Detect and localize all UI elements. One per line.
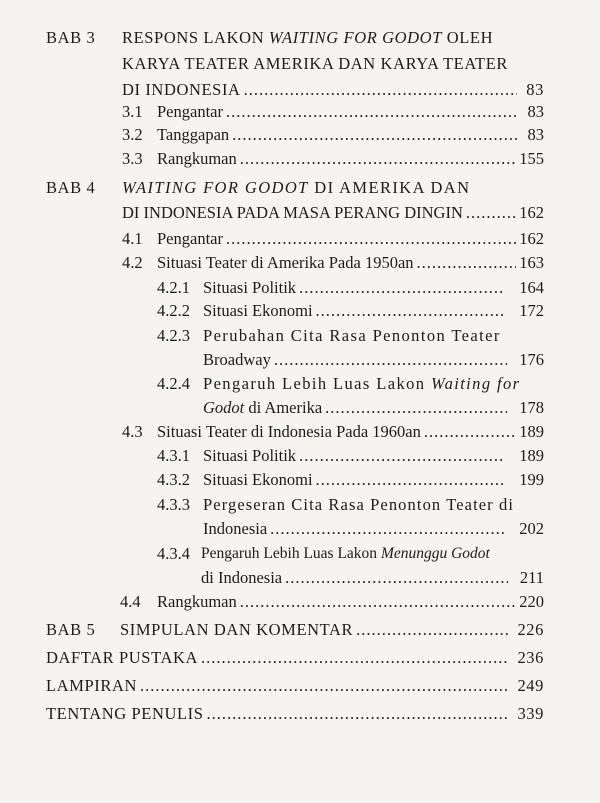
toc-entry-4-1: Pengantar ..... 162 xyxy=(157,228,544,250)
bab4-title-line2: DI INDONESIA PADA MASA PERANG DINGIN ..... 162 xyxy=(122,202,544,224)
section-3-3-number: 3.3 xyxy=(122,149,143,168)
section-4-2-number: 4.2 xyxy=(122,253,143,272)
toc-entry-3-3: Rangkuman ..... 155 xyxy=(157,148,544,170)
toc-entry-4-2-3-line2: Broadway ..... 176 xyxy=(203,349,544,371)
toc-entry-4-2-1: Situasi Politik ..... 164 xyxy=(203,277,544,299)
bab3-title-line3: DI INDONESIA ..... 83 xyxy=(122,79,544,101)
toc-entry-daftar-pustaka: DAFTAR PUSTAKA ..... 236 xyxy=(46,647,544,669)
toc-entry-4-3-4-line1: Pengaruh Lebih Luas Lakon Menunggu Godot xyxy=(201,545,490,562)
toc-entry-4-2-4-line1: Pengaruh Lebih Luas Lakon Waiting for xyxy=(203,374,521,393)
section-3-1-number: 3.1 xyxy=(122,102,143,121)
toc-entry-4-3-3-line2: Indonesia ..... 202 xyxy=(203,518,544,540)
toc-entry-4-3-4-line2: di Indonesia ..... 211 xyxy=(201,567,544,589)
bab3-title-line2: KARYA TEATER AMERIKA DAN KARYA TEATER xyxy=(122,54,509,73)
bab4-page: 162 xyxy=(519,203,544,222)
toc-entry-bab5: SIMPULAN DAN KOMENTAR ..... 226 xyxy=(120,619,544,641)
bab3-title-line1: RESPONS LAKON WAITING FOR GODOT OLEH xyxy=(122,28,494,47)
section-4-1-number: 4.1 xyxy=(122,229,143,248)
toc-entry-3-1: Pengantar ..... 83 xyxy=(157,101,544,123)
toc-entry-4-3-3-line1: Pergeseran Cita Rasa Penonton Teater di xyxy=(203,495,515,514)
section-4-4-number: 4.4 xyxy=(120,592,141,611)
section-4-3-4-number: 4.3.4 xyxy=(157,544,190,563)
toc-entry-4-2-4-line2: Godot di Amerika ..... 178 xyxy=(203,397,544,419)
toc-entry-4-3-1: Situasi Politik ..... 189 xyxy=(203,445,544,467)
bab3-label: BAB 3 xyxy=(46,28,96,47)
toc-entry-4-2-2: Situasi Ekonomi ..... 172 xyxy=(203,300,544,322)
section-4-2-3-number: 4.2.3 xyxy=(157,326,190,345)
section-4-2-2-number: 4.2.2 xyxy=(157,301,190,320)
section-3-2-number: 3.2 xyxy=(122,125,143,144)
section-4-3-3-number: 4.3.3 xyxy=(157,495,190,514)
toc-entry-3-2: Tanggapan ..... 83 xyxy=(157,124,544,146)
toc-entry-4-4: Rangkuman ..... 220 xyxy=(157,591,544,613)
toc-entry-tentang-penulis: TENTANG PENULIS ..... 339 xyxy=(46,703,544,725)
section-4-2-4-number: 4.2.4 xyxy=(157,374,190,393)
section-4-3-2-number: 4.3.2 xyxy=(157,470,190,489)
toc-entry-4-3: Situasi Teater di Indonesia Pada 1960an ..... 189 xyxy=(157,421,544,443)
toc-entry-4-2: Situasi Teater di Amerika Pada 1950an ..... 163 xyxy=(157,252,544,274)
bab4-label: BAB 4 xyxy=(46,178,96,197)
toc-entry-4-2-3-line1: Perubahan Cita Rasa Penonton Teater xyxy=(203,326,501,345)
section-4-3-number: 4.3 xyxy=(122,422,143,441)
bab5-label: BAB 5 xyxy=(46,620,96,639)
bab4-title-line1: WAITING FOR GODOT DI AMERIKA DAN xyxy=(122,178,471,197)
toc-entry-4-3-2: Situasi Ekonomi ..... 199 xyxy=(203,469,544,491)
section-4-3-1-number: 4.3.1 xyxy=(157,446,190,465)
toc-entry-lampiran: LAMPIRAN ..... 249 xyxy=(46,675,544,697)
bab3-page: 83 xyxy=(526,80,544,99)
section-4-2-1-number: 4.2.1 xyxy=(157,278,190,297)
